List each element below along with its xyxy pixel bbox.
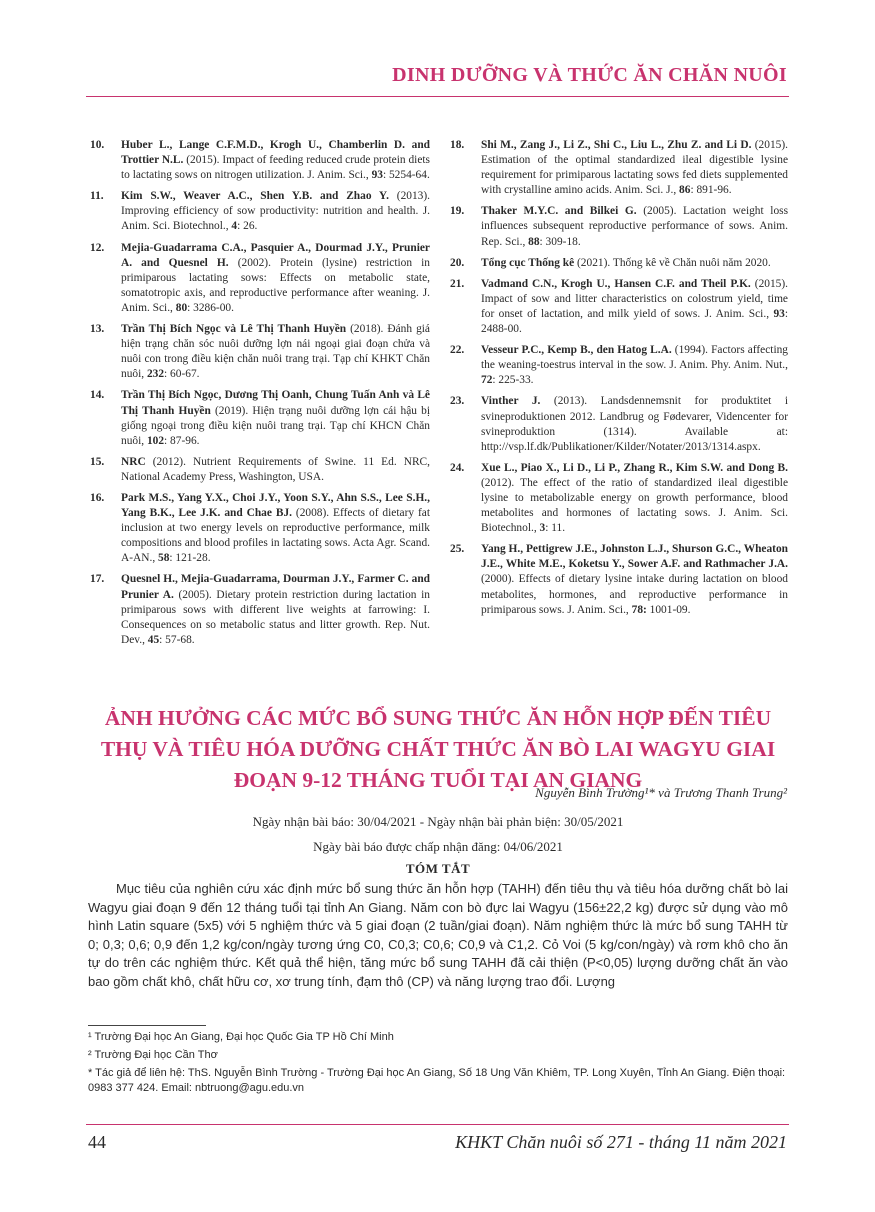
reference-volume: 232 (146, 368, 165, 381)
reference-item (90, 241, 430, 316)
reference-authors: Mejia-Guadarrama C.A., Pasquier A., Dourmad J.Y., Prunier A. and Quesnel H. (121, 241, 430, 269)
reference-authors: Xue L., Piao X., Li D., Li P., Zhang R., Kim S.W. and Dong B. (481, 461, 788, 474)
reference-volume: 102 (146, 434, 165, 447)
reference-item (450, 204, 788, 249)
reference-text: (2015). Impact of sow and litter characteristics on colostrum yield, time for onset of lactation, and milk yield of sows. J. Anim. Sci., (481, 277, 788, 320)
reference-authors: Kim S.W., Weaver A.C., Shen Y.B. and Zhao Y. (121, 190, 389, 203)
reference-item (450, 343, 788, 388)
reference-pages: : 121-28. (169, 552, 211, 565)
received-dates: Ngày nhận bài báo: 30/04/2021 - Ngày nhận bài phản biện: 30/05/2021 (252, 814, 624, 829)
reference-authors: Trần Thị Bích Ngọc, Dương Thị Oanh, Chung Tuấn Anh và Lê Thị Thanh Huyền (121, 389, 430, 417)
reference-authors: Vinther J. (481, 395, 541, 408)
footnotes (88, 1030, 788, 1099)
reference-text: (2015). Impact of feeding reduced crude protein diets to lactating sows on nitrogen utilization. J. Anim. Sci., (121, 154, 430, 182)
reference-item (450, 542, 788, 617)
page-number: 44 (88, 1132, 106, 1152)
reference-item (450, 394, 788, 454)
reference-number: 22. (450, 344, 465, 357)
journal-footer: KHKT Chăn nuôi số 271 - tháng 11 năm 2021 (455, 1132, 787, 1152)
references-left-column (90, 138, 430, 654)
reference-pages: : 225-33. (492, 374, 534, 387)
abstract-heading: TÓM TẮT (405, 861, 471, 876)
reference-text: (2002). Protein (lysine) restriction in primiparous lactating sows: Effects on metabolic state, somatotropic axis, and reproductive performance after weaning. J. Anim. Sci., (121, 256, 430, 314)
reference-number: 23. (450, 395, 465, 408)
article-title: ẢNH HƯỞNG CÁC MỨC BỔ SUNG THỨC ĂN HỖN HỢP ĐẾN TIÊU THỤ VÀ TIÊU HÓA DƯỠNG CHẤT THỨC ĂN BÒ LAI WAGYU GIAI ĐOẠN 9-12 THÁNG TUỔI TẠI AN GIANG (100, 706, 776, 792)
reference-item (90, 572, 430, 647)
reference-volume: 88 (528, 235, 540, 248)
reference-authors: Yang H., Pettigrew J.E., Johnston L.J., Shurson G.C., Wheaton J.E., White M.E., Koketsu Y., Sower A.F. and Rathmacher J.A. (481, 543, 788, 571)
reference-volume: 58 (158, 552, 170, 565)
reference-item (90, 322, 430, 382)
reference-number: 11. (90, 190, 104, 203)
reference-number: 19. (450, 205, 465, 218)
reference-text: (2005). Lactation weight loss influences subsequent reproductive performance of sows. Anim. Rep. Sci., (481, 205, 789, 248)
reference-number: 13. (90, 323, 105, 336)
reference-number: 14. (90, 389, 105, 402)
reference-authors: Shi M., Zang J., Li Z., Shi C., Liu L., Zhu Z. and Li D. (481, 139, 752, 151)
reference-pages: : 3286-00. (187, 301, 234, 314)
accepted-date: Ngày bài báo được chấp nhận đăng: 04/06/2021 (313, 839, 563, 854)
reference-text: (2005). Dietary protein restriction during lactation in primiparous sows with different live weights at farrowing: I. Consequences on so metabolic status and litter growth. Rep. Nut. Dev., (121, 588, 430, 646)
reference-authors: Quesnel H., Mejia-Guadarrama, Dourman J.Y., Farmer C. and Prunier A. (121, 573, 430, 601)
reference-number: 15. (90, 455, 105, 468)
reference-text: (2013). Improving efficiency of sow productivity: nutrition and health. J. Anim. Sci. Biotechnol., (121, 190, 430, 233)
reference-volume: 78: (631, 603, 647, 616)
footnote-divider (88, 1025, 206, 1026)
reference-item (450, 277, 788, 337)
reference-pages: : 26. (237, 220, 258, 233)
reference-pages: : 309-18. (539, 235, 581, 248)
reference-item (90, 455, 430, 485)
reference-text: (2019). Hiện trạng nuôi dưỡng lợn cái hậu bị giống ngoại trong điều kiện nuôi trang trại. Tạp chí KHCN Chăn nuôi, (121, 404, 430, 447)
reference-pages: : 5254-64. (382, 169, 430, 182)
reference-text: (2018). Đánh giá hiện trạng chăn sóc nuôi dưỡng lợn nái ngoại giai đoạn chửa và nuôi con trong điều kiện chăn nuôi trang trại. Tạp chí KHKT Chăn nuôi, (121, 323, 430, 381)
reference-volume: 93 (371, 169, 383, 182)
reference-pages: : 87-96. (164, 434, 200, 447)
reference-pages: 1001-09. (646, 603, 691, 616)
reference-item (90, 388, 430, 448)
reference-authors: Tổng cục Thống kê (481, 256, 575, 269)
reference-volume: 45 (147, 633, 160, 646)
reference-item (90, 189, 430, 234)
footer-divider (86, 1124, 789, 1125)
reference-volume: 80 (175, 301, 188, 314)
reference-volume: 4 (231, 220, 238, 233)
reference-item (450, 461, 788, 536)
footnote-corresponding-author: * Tác giả để liên hệ: ThS. Nguyễn Bình Trường - Trường Đại học An Giang, Số 18 Ung Văn Khiêm, TP. Long Xuyên, Tỉnh An Giang. Điện thoại: 0983 377 424. Email: nbtruong@agu.edu.vn (88, 1067, 786, 1094)
reference-volume: 72 (481, 374, 493, 387)
header-divider (86, 96, 789, 97)
footnote-affiliation-2: ² Trường Đại học Cần Thơ (88, 1049, 218, 1061)
reference-text: (2012). Nutrient Requirements of Swine. 11 Ed. NRC, National Academy Press, Washington, USA. (121, 455, 430, 483)
footnote-affiliation-1: ¹ Trường Đại học An Giang, Đại học Quốc Gia TP Hồ Chí Minh (88, 1031, 394, 1043)
reference-pages: : 60-67. (164, 368, 200, 381)
abstract-text: Mục tiêu của nghiên cứu xác định mức bổ sung thức ăn hỗn hợp (TAHH) đến tiêu thụ và tiêu hóa dưỡng chất bò lai Wagyu giai đoạn 9 đến 12 tháng tuổi tại tỉnh An Giang. Năm con bò đực lai Wagyu (156±22,2 kg) được sử dụng vào mô hình Latin square (5x5) với 5 nghiệm thức và 5 giai đoạn (2 tuần/giai đoạn). Năm nghiệm thức là mức bổ sung TAHH từ 0; 0,3; 0,6; 0,9 đến 1,2 kg/con/ngày tương ứng C0, C0,3; C0,6; C0,9 và C1,2. Cỏ Voi (5 kg/con/ngày) và rơm khô cho ăn tự do trên các nghiệm thức. Kết quả thể hiện, tăng mức bổ sung TAHH đã cải thiện (P<0,05) lượng dưỡng chất ăn vào bao gồm chất khô, chất hữu cơ, xơ trung tính, đạm thô (CP) và năng lượng trao đổi. Lượng (88, 881, 788, 989)
author-byline: Nguyễn Bình Trường¹* và Trương Thanh Trung² (535, 785, 787, 800)
reference-volume: 86 (679, 184, 691, 197)
reference-text: (2013). Landsdennemsnit for produktitet i svineproduktionen 2012. Landbrug og Fødevarer, Videncenter for svineproduktion (1314). Available at: http://vsp.lf.dk/Publikationer/Kilder/Notater/2013/1314.aspx. (481, 395, 788, 453)
reference-text: (2015). Estimation of the optimal standardized ileal digestible lysine requirement for primiparous lactating sows fed diets supplemented with crystalline amino acids. Anim. Sci. J., (481, 139, 788, 197)
reference-pages: : 2488-00. (481, 307, 788, 336)
reference-number: 10. (90, 139, 105, 151)
reference-authors: Thaker M.Y.C. and Bilkei G. (481, 205, 637, 218)
reference-number: 17. (90, 573, 105, 586)
reference-number: 18. (450, 139, 465, 151)
section-header: DINH DƯỠNG VÀ THỨC ĂN CHĂN NUÔI (392, 64, 787, 86)
reference-number: 25. (450, 543, 465, 556)
reference-number: 24. (450, 461, 465, 474)
reference-item (450, 138, 788, 198)
reference-pages: : 11. (545, 522, 566, 535)
reference-item (90, 138, 430, 183)
reference-authors: Huber L., Lange C.F.M.D., Krogh U., Chamberlin D. and Trottier N.L. (121, 139, 430, 167)
reference-authors: Vesseur P.C., Kemp B., den Hatog L.A. (481, 344, 672, 357)
reference-item (90, 491, 430, 566)
reference-authors: Park M.S., Yang Y.X., Choi J.Y., Yoon S.Y., Ahn S.S., Lee S.H., Yang B.K., Lee J.K. and Chae BJ. (121, 491, 430, 520)
reference-authors: Vadmand C.N., Krogh U., Hansen C.F. and Theil P.K. (481, 277, 751, 290)
reference-text: (1994). Factors affecting the weaning-toestrus interval in the sow. J. Anim. Phy. Anim. Nut., (481, 344, 789, 372)
reference-text: (2000). Effects of dietary lysine intake during lactation on blood metabolites, hormones, and reproductive performance in primiparous sows. J. Anim. Sci., (481, 573, 788, 616)
reference-item (450, 256, 788, 271)
reference-text: (2012). The effect of the ratio of standardized ileal digestible lysine to metabolizable energy on growth performance, blood metabolites and hormones of lactating sows. J. Anim. Sci. Biotechnol., (481, 476, 788, 535)
reference-number: 21. (450, 277, 465, 290)
reference-volume: 3 (539, 522, 546, 535)
reference-number: 20. (450, 256, 465, 269)
reference-volume: 93 (773, 307, 785, 320)
reference-text: (2008). Effects of dietary fat inclusion at two energy levels on reproductive performance, milk compositions and blood profiles in lactating sows. Acta Agr. Scand. A-AN., (121, 507, 430, 565)
reference-authors: NRC (121, 455, 146, 468)
references-right-column (450, 138, 788, 624)
reference-number: 12. (90, 241, 105, 254)
reference-authors: Trần Thị Bích Ngọc và Lê Thị Thanh Huyền (121, 323, 347, 336)
reference-number: 16. (90, 491, 105, 504)
reference-pages: : 891-96. (690, 184, 732, 197)
reference-text: (2021). Thống kê về Chăn nuôi năm 2020. (574, 256, 771, 269)
reference-pages: : 57-68. (159, 633, 195, 646)
